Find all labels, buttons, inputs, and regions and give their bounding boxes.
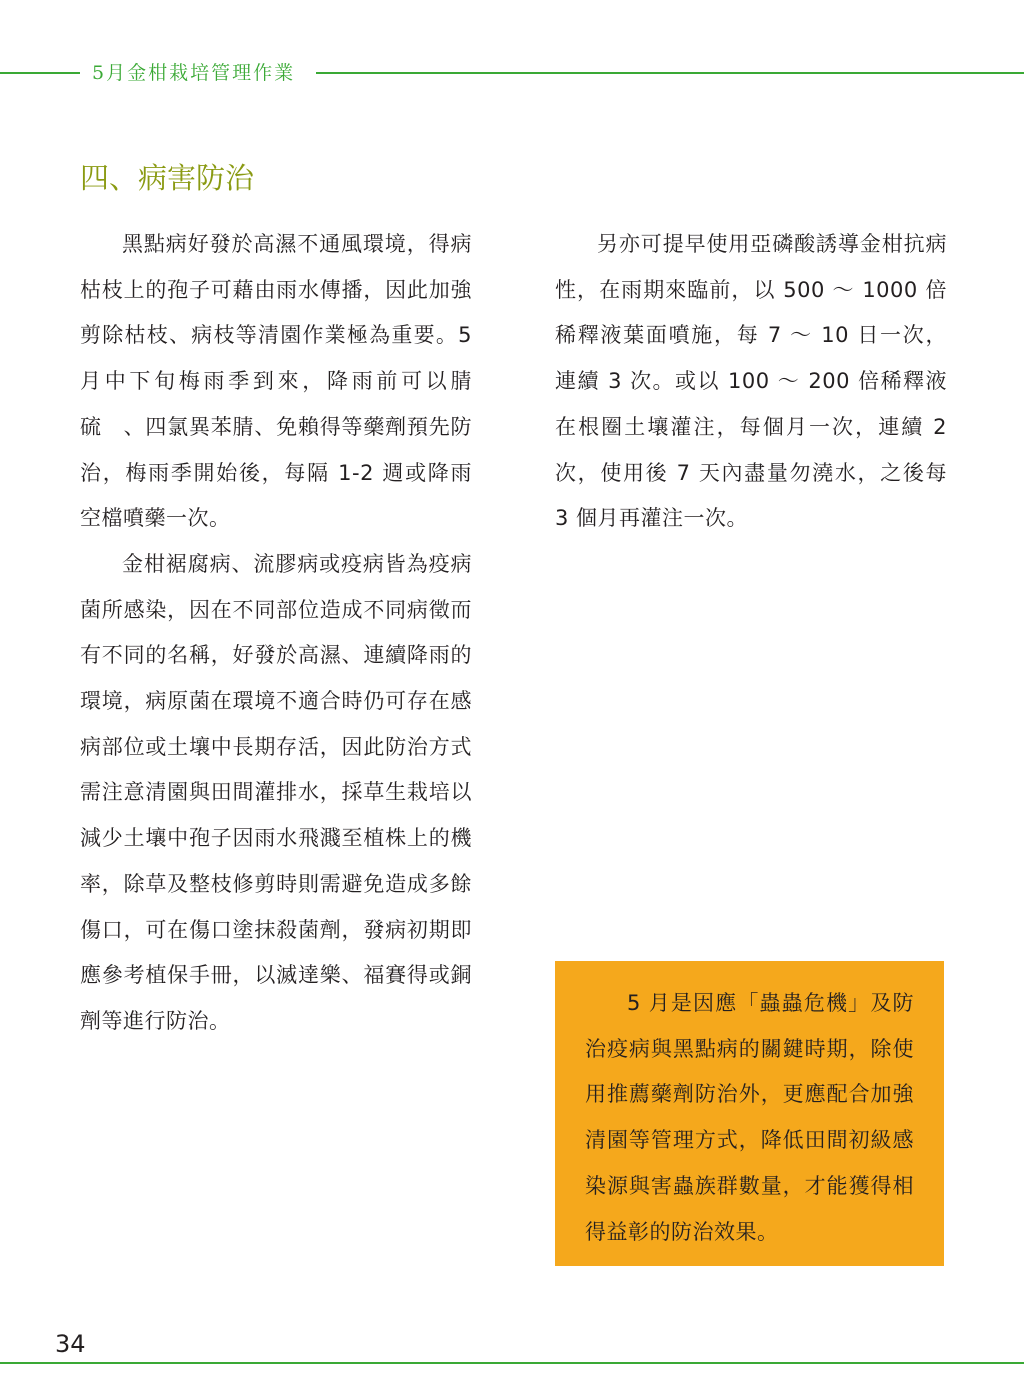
callout-text: 5 月是因應「蟲蟲危機」及防治疫病與黑點病的關鍵時期，除使用推薦藥劑防治外，更應配合加強清園等管理方式，降低田間初級感染源與害蟲族群數量，才能獲得相得益彰的防治效果。 (585, 991, 914, 1244)
right-column (555, 222, 947, 542)
callout-box (555, 961, 944, 1266)
paragraph-black-spot: 黑點病好發於高濕不通風環境，得病枯枝上的孢子可藉由雨水傳播，因此加強剪除枯枝、病枝等清園作業極為重要。5 月中下旬梅雨季到來，降雨前可以腈硫 、四氯異苯腈、免賴得等藥劑預先防治，梅雨季開始後，每隔 1-2 週或降雨空檔噴藥一次。 (80, 232, 472, 531)
running-header-title: 5月金柑栽培管理作業 (92, 62, 296, 84)
footer-rule (0, 1362, 1024, 1364)
header-rule-right (316, 72, 1024, 74)
header-rule-left (0, 72, 80, 74)
section-heading: 四、病害防治 (80, 161, 255, 195)
paragraph-phytophthora: 金柑裾腐病、流膠病或疫病皆為疫病菌所感染，因在不同部位造成不同病徵而有不同的名稱，好發於高濕、連續降雨的環境，病原菌在環境不適合時仍可存在感病部位或土壤中長期存活，因此防治方式需注意清園與田間灌排水，採草生栽培以減少土壤中孢子因雨水飛濺至植株上的機率，除草及整枝修剪時則需避免造成多餘傷口，可在傷口塗抹殺菌劑，發病初期即應參考植保手冊，以滅達樂、福賽得或銅劑等進行防治。 (80, 551, 472, 1033)
paragraph-phosphorous-acid: 另亦可提早使用亞磷酸誘導金柑抗病性，在雨期來臨前，以 500 ～ 1000 倍稀釋液葉面噴施，每 7 ～ 10 日一次，連續 3 次。或以 100 ～ 200 倍稀釋液在根圈土壤灌注，每個月一次，連續 2 次，使用後 7 天內盡量勿澆水，之後每 3 個月再灌注一次。 (555, 232, 947, 531)
left-column (80, 222, 472, 1045)
page-number: 34 (55, 1330, 86, 1358)
